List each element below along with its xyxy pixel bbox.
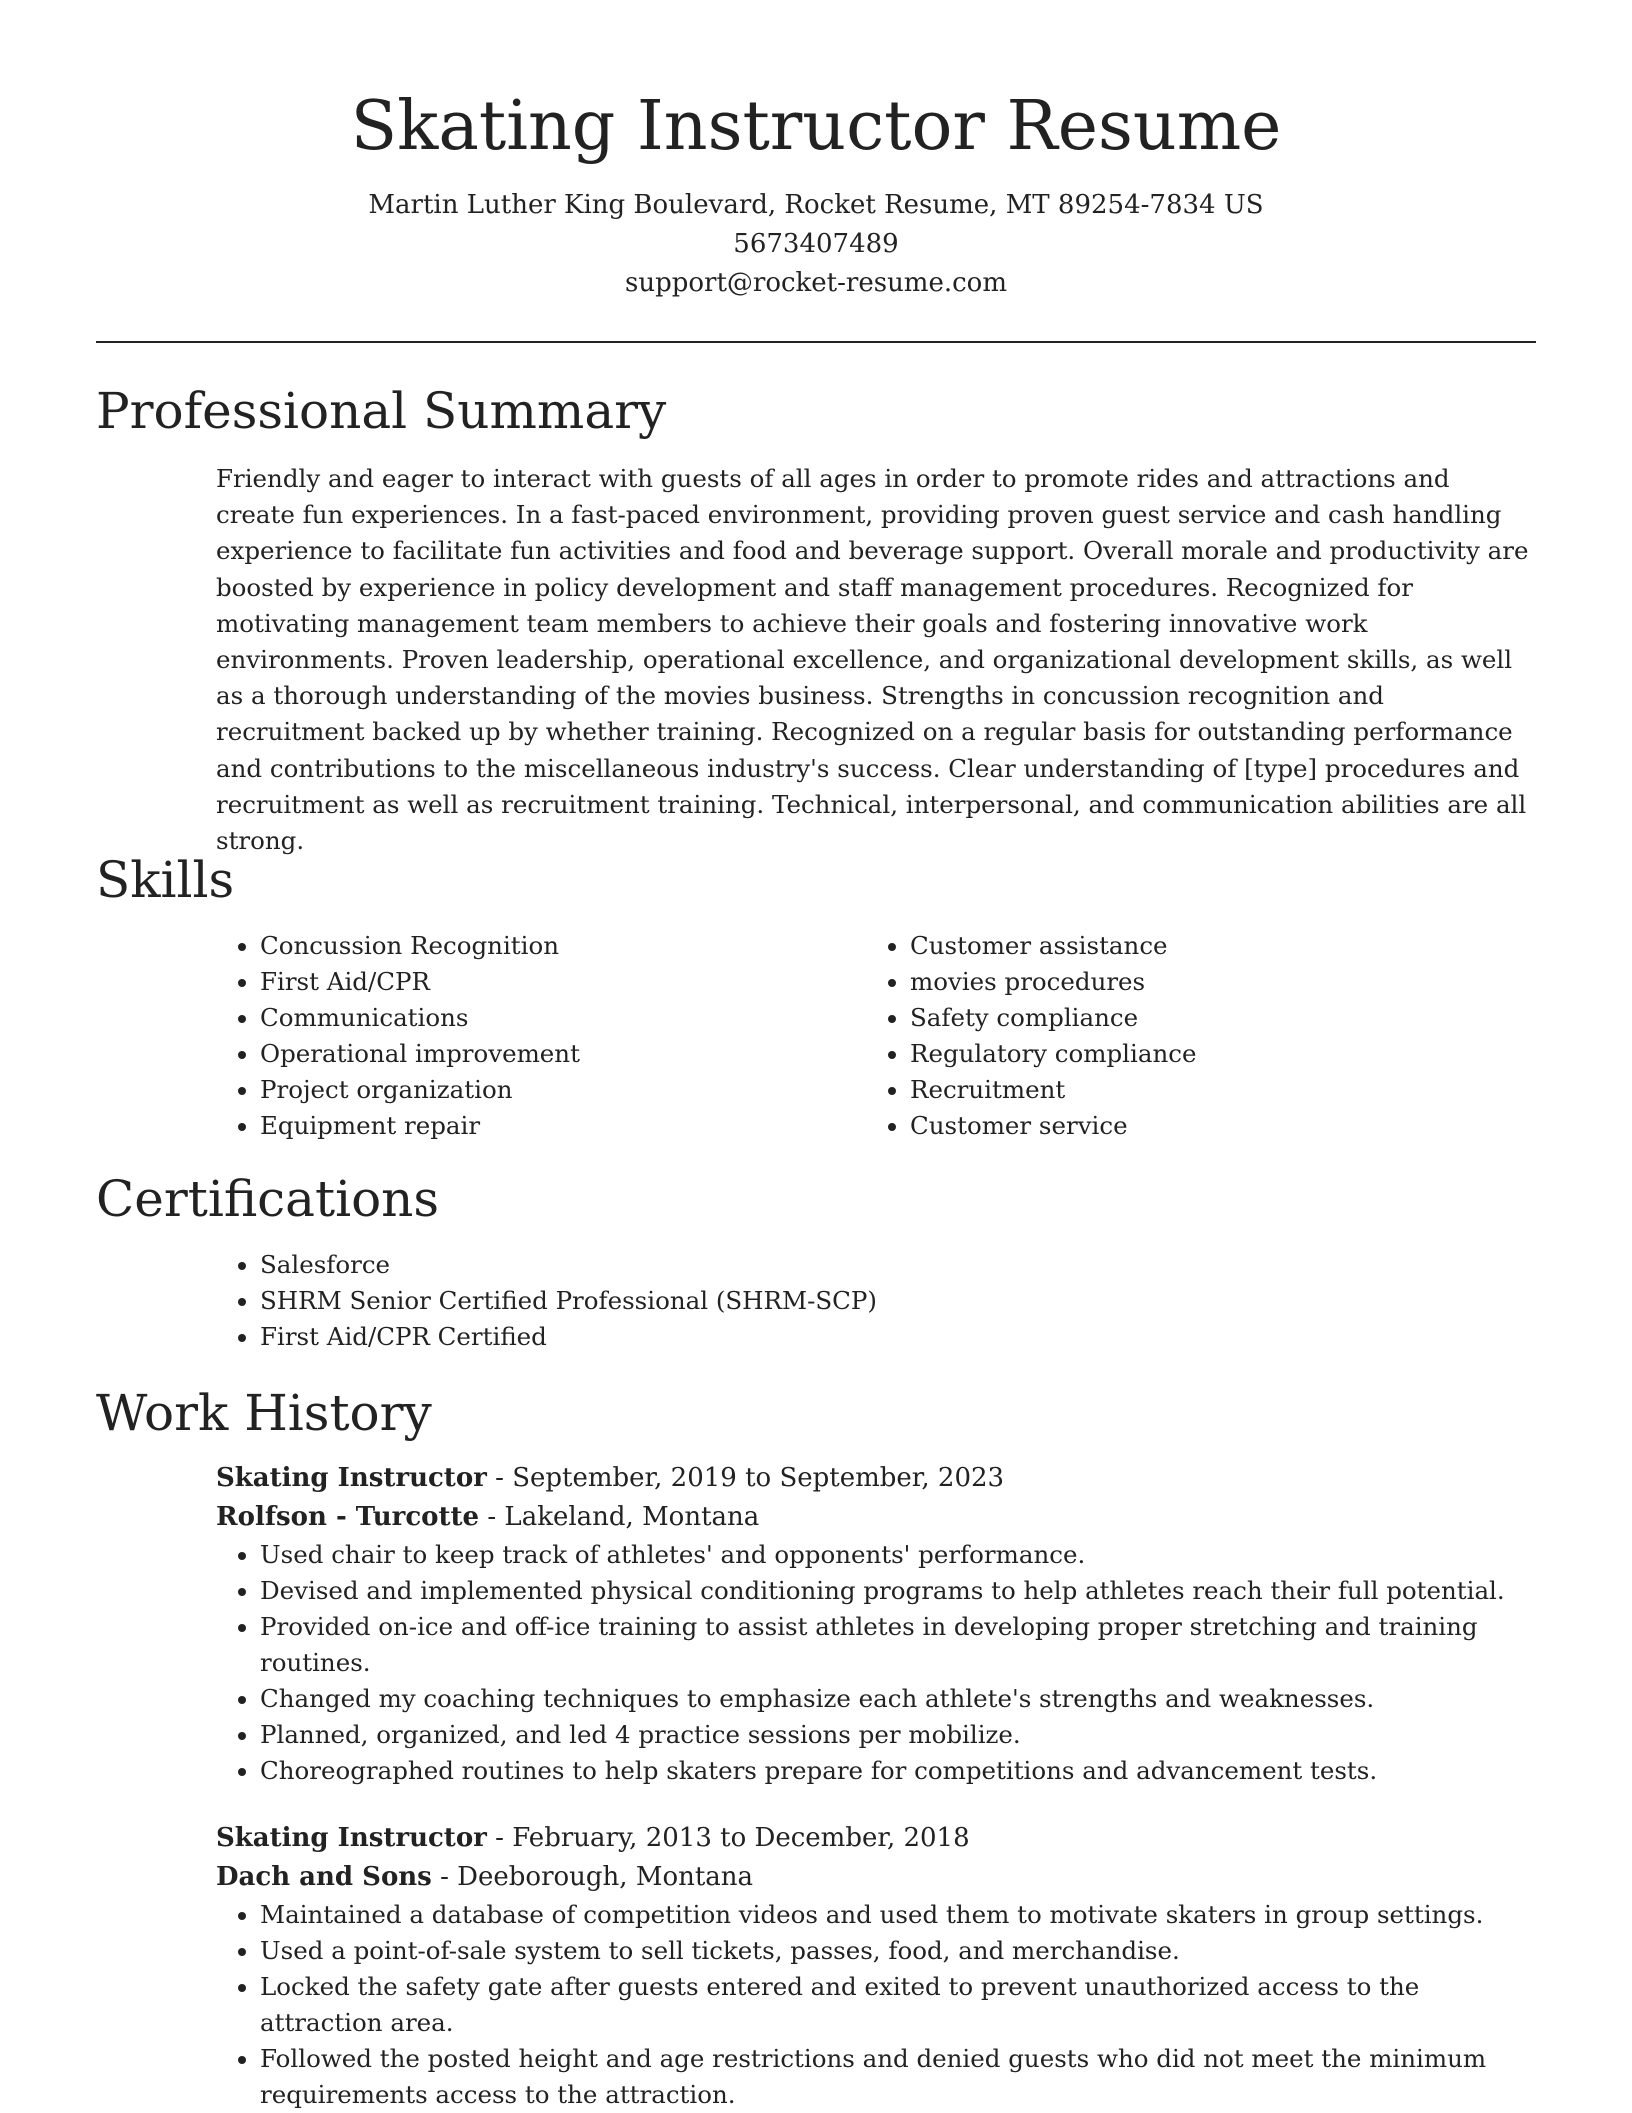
job-title: Skating Instructor xyxy=(216,1463,487,1493)
list-item: • Salesforce xyxy=(260,1247,1536,1283)
job-bullets xyxy=(216,1897,1536,2113)
certifications-list xyxy=(216,1247,1536,1355)
certifications-section xyxy=(96,1167,1536,1355)
job-employer-line: Rolfson - Turcotte - Lakeland, Montana xyxy=(216,1502,760,1532)
job-employer: Dach and Sons xyxy=(216,1862,432,1892)
job-title: Skating Instructor xyxy=(216,1823,487,1853)
email-text: support@rocket-resume.com xyxy=(624,268,1007,298)
list-item: • Operational improvement xyxy=(260,1036,866,1072)
job-employer-line: Dach and Sons - Deeborough, Montana xyxy=(216,1862,754,1892)
work-history-section xyxy=(96,1381,1536,2113)
job-title-line: Skating Instructor - September, 2019 to September, 2023 xyxy=(216,1463,1005,1493)
certifications-heading: Certifications xyxy=(96,1170,440,1228)
summary-heading: Professional Summary xyxy=(96,382,667,440)
job-title-line: Skating Instructor - February, 2013 to December, 2018 xyxy=(216,1823,970,1853)
skills-list-right xyxy=(866,928,1516,1144)
skills-column-left xyxy=(216,928,866,1144)
skills-columns xyxy=(216,928,1536,1144)
list-item: • Equipment repair xyxy=(260,1108,866,1144)
list-item: • Communications xyxy=(260,1000,866,1036)
job-location: Lakeland, Montana xyxy=(504,1502,760,1532)
list-item: • Customer assistance xyxy=(910,928,1516,964)
resume-header xyxy=(0,0,1632,303)
list-item: • Recruitment xyxy=(910,1072,1516,1108)
list-item: • Changed my coaching techniques to emphasize each athlete's strengths and weaknesses. xyxy=(260,1681,1536,1717)
list-item: • Used a point-of-sale system to sell tickets, passes, food, and merchandise. xyxy=(260,1933,1536,1969)
list-item: • Planned, organized, and led 4 practice sessions per mobilize. xyxy=(260,1717,1536,1753)
list-item: • First Aid/CPR Certified xyxy=(260,1319,1536,1355)
summary-section xyxy=(96,379,1536,859)
skills-column-right xyxy=(866,928,1516,1144)
list-item: • Devised and implemented physical conditioning programs to help athletes reach their full potential. xyxy=(260,1573,1536,1609)
header-divider xyxy=(96,341,1536,343)
phone-text: 5673407489 xyxy=(733,229,899,259)
skills-list-left xyxy=(216,928,866,1144)
list-item: • Regulatory compliance xyxy=(910,1036,1516,1072)
list-item: • Locked the safety gate after guests entered and exited to prevent unauthorized access to the attraction area. xyxy=(260,1969,1536,2041)
list-item: • Followed the posted height and age restrictions and denied guests who did not meet the minimum requirements access to the attraction. xyxy=(260,2041,1536,2113)
list-item: • Provided on-ice and off-ice training to assist athletes in developing proper stretching and training routines. xyxy=(260,1609,1536,1681)
skills-section xyxy=(96,848,1536,1144)
list-item: • Used chair to keep track of athletes' and opponents' performance. xyxy=(260,1537,1536,1573)
skills-heading: Skills xyxy=(96,851,235,909)
list-item: • SHRM Senior Certified Professional (SHRM-SCP) xyxy=(260,1283,1536,1319)
contact-info xyxy=(0,186,1632,303)
job-location: Deeborough, Montana xyxy=(457,1862,754,1892)
job-dates: September, 2019 to September, 2023 xyxy=(512,1463,1005,1493)
list-item: • Maintained a database of competition videos and used them to motivate skaters in group settings. xyxy=(260,1897,1536,1933)
list-item: • Project organization xyxy=(260,1072,866,1108)
list-item: • movies procedures xyxy=(910,964,1516,1000)
list-item: • Concussion Recognition xyxy=(260,928,866,964)
list-item: • Choreographed routines to help skaters prepare for competitions and advancement tests. xyxy=(260,1753,1536,1789)
work-history-heading: Work History xyxy=(96,1384,432,1442)
job-entry xyxy=(216,1819,1536,2113)
job-dates: February, 2013 to December, 2018 xyxy=(512,1823,970,1853)
list-item: • Customer service xyxy=(910,1108,1516,1144)
list-item: • Safety compliance xyxy=(910,1000,1516,1036)
job-entry xyxy=(216,1459,1536,1789)
address-text: Martin Luther King Boulevard, Rocket Resume, MT 89254-7834 US xyxy=(368,190,1264,220)
summary-text: Friendly and eager to interact with guests of all ages in order to promote rides and attractions and create fun experiences. In a fast-paced environment, providing proven guest service and cash handling experience to facilitate fun activities and food and beverage support. Overall morale and productivity are boosted by experience in policy development and staff management procedures. Recognized for motivating management team members to achieve their goals and fostering innovative work environments. Proven leadership, operational excellence, and organizational development skills, as well as a thorough understanding of the movies business. Strengths in concussion recognition and recruitment backed up by whether training. Recognized on a regular basis for outstanding performance and contributions to the miscellaneous industry's success. Clear understanding of [type] procedures and recruitment as well as recruitment training. Technical, interpersonal, and communication abilities are all strong. xyxy=(216,464,1529,856)
certifications-list-wrap xyxy=(216,1247,1536,1355)
job-bullets xyxy=(216,1537,1536,1789)
list-item: • First Aid/CPR xyxy=(260,964,866,1000)
job-employer: Rolfson - Turcotte xyxy=(216,1502,480,1532)
page-title: Skating Instructor Resume xyxy=(350,87,1282,166)
